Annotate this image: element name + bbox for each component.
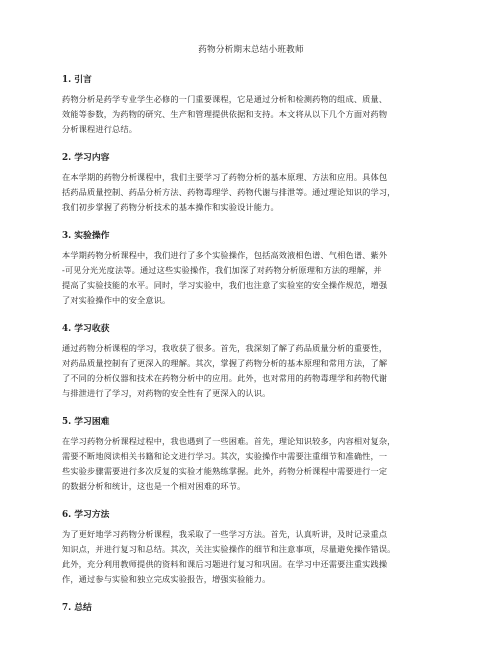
- section: [62, 230, 440, 308]
- section: [62, 74, 440, 137]
- paragraph-line: 此外，充分利用教师提供的资料和课后习题进行复习和巩固。在学习中还需要注重实践操: [62, 559, 388, 569]
- paragraph-line: 知识点，并进行复习和总结。其次，关注实验操作的细节和注意事项，尽量避免操作错误。: [62, 544, 396, 554]
- paragraph-line: 在学习药物分析课程过程中，我也遇到了一些困难。首先，理论知识较多，内容相对复杂，: [62, 436, 396, 446]
- section: [62, 509, 440, 587]
- paragraph-line: -可见分光光度法等。通过这些实验操作，我们加深了对药物分析原理和方法的理解，并: [62, 265, 382, 275]
- document-title: 药物分析期末总结小班教师: [198, 45, 304, 55]
- section-heading: 5. 学习困难: [62, 417, 110, 427]
- paragraph-line: 为了更好地学习药物分析课程，我采取了一些学习方法。首先，认真听讲，及时记录重点: [62, 529, 388, 539]
- section: [62, 323, 440, 401]
- paragraph-line: 括药品质量控制、药品分析方法、药物毒理学、药物代谢与排泄等。通过理论知识的学习，: [62, 187, 396, 197]
- paragraph-line: 本学期药物分析课程中，我们进行了多个实验操作，包括高效液相色谱、气相色谱、紫外: [62, 250, 388, 260]
- paragraph-line: 与排泄进行了学习，对药物的安全性有了更深入的认识。: [62, 388, 271, 398]
- paragraph-line: 分析课程进行总结。: [62, 124, 138, 134]
- paragraph-line: 效能等参数，为药物的研究、生产和管理提供依据和支持。本文将从以下几个方面对药物: [62, 109, 388, 119]
- section-heading: 3. 实验操作: [62, 231, 110, 241]
- section: [62, 602, 440, 614]
- section: [62, 416, 440, 494]
- section-heading: 4. 学习收获: [62, 324, 110, 334]
- paragraph-line: 通过药物分析课程的学习，我收获了很多。首先，我深刻了解了药品质量分析的重要性，: [62, 343, 388, 353]
- paragraph-line: 了对实验操作中的安全意识。: [62, 295, 171, 305]
- section-paragraph: [62, 527, 440, 587]
- paragraph-line: 药物分析是药学专业学生必修的一门重要课程，它是通过分析和检测药物的组成、质量、: [62, 94, 388, 104]
- paragraph-line: 需要不断地阅读相关书籍和论文进行学习。其次，实验操作中需要注重细节和准确性，一: [62, 451, 388, 461]
- paragraph-line: 的数据分析和统计，这也是一个相对困难的环节。: [62, 481, 246, 491]
- paragraph-line: 在本学期的药物分析课程中，我们主要学习了药物分析的基本原理、方法和应用。具体包: [62, 172, 388, 182]
- paragraph-line: 对药品质量控制有了更深入的理解。其次，掌握了药物分析的基本原理和常用方法，了解: [62, 358, 388, 368]
- section-paragraph: [62, 92, 440, 137]
- section-paragraph: [62, 170, 440, 215]
- paragraph-line: 我们初步掌握了药物分析技术的基本操作和实验设计能力。: [62, 202, 279, 212]
- section-paragraph: [62, 341, 440, 401]
- section-paragraph: [62, 248, 440, 308]
- section-heading: 7. 总结: [62, 603, 92, 613]
- section-heading: 1. 引言: [62, 75, 92, 85]
- paragraph-line: 些实验步骤需要进行多次反复的实验才能熟练掌握。此外，药物分析课程中需要进行一定: [62, 466, 388, 476]
- section-paragraph: [62, 434, 440, 494]
- paragraph-line: 了不同的分析仪器和技术在药物分析中的应用。此外，也对常用的药物毒理学和药物代谢: [62, 373, 388, 383]
- paragraph-line: 作，通过参与实验和独立完成实验报告，增强实验能力。: [62, 574, 271, 584]
- section: [62, 152, 440, 215]
- section-heading: 2. 学习内容: [62, 153, 110, 163]
- paragraph-line: 提高了实验技能的水平。同时，学习实验中，我们也注意了实验室的安全操作规范，增强: [62, 280, 388, 290]
- document-body: [62, 74, 440, 614]
- section-heading: 6. 学习方法: [62, 510, 110, 520]
